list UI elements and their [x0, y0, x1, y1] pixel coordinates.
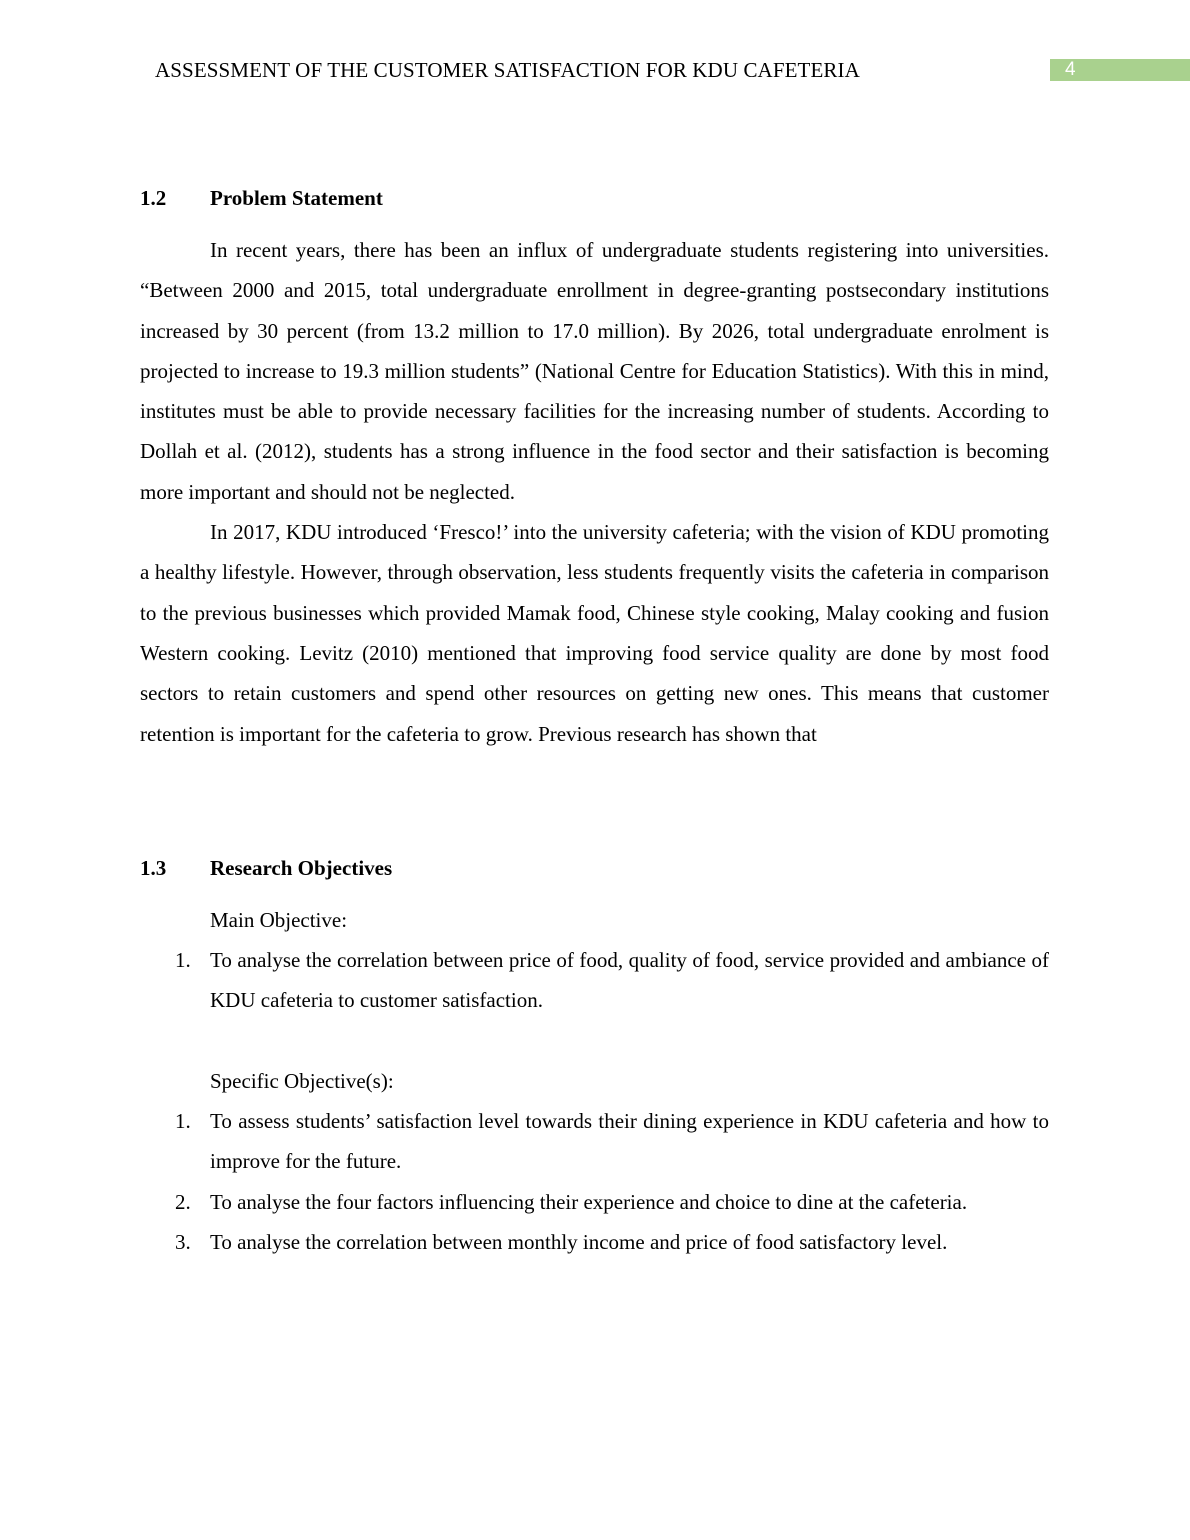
running-header-title: ASSESSMENT OF THE CUSTOMER SATISFACTION FOR KDU CAFETERIA — [155, 58, 860, 82]
section-number: 1.3 — [140, 855, 167, 880]
paragraph: In recent years, there has been an influx of undergraduate students registering into universities. “Between 2000 and 2015, total undergraduate enrollment in degree-granting postsecondary institutions increased by 30 percent (from 13.2 million to 17.0 million). By 2026, total undergraduate enrolment is projected to increase to 19.3 million students” (National Centre for Education Statistics). With this in mind, institutes must be able to provide necessary facilities for the increasing number of students. According to Dollah et al. (2012), students has a strong influence in the food sector and their satisfaction is becoming more important and should not be neglected. — [140, 238, 1049, 504]
page-number: 4 — [1065, 59, 1076, 80]
page-number-badge — [1050, 59, 1190, 81]
list-item-text: To assess students’ satisfaction level towards their dining experience in KDU cafeteria and how to improve for the future. — [210, 1109, 1049, 1174]
specific-objectives-label: Specific Objective(s): — [210, 1068, 394, 1093]
list-marker: 2. — [175, 1189, 191, 1214]
list-item-text: To analyse the correlation between monthly income and price of food satisfactory level. — [210, 1229, 948, 1254]
list-item — [140, 940, 1049, 1021]
list-marker: 1. — [175, 1109, 191, 1134]
section-heading-research-objectives — [140, 852, 1049, 884]
list-item-text: To analyse the correlation between price of food, quality of food, service provided and ambiance of KDU cafeteria to customer satisfaction. — [210, 948, 1049, 1013]
list-item — [140, 1222, 1049, 1262]
main-objective-label: Main Objective: — [210, 907, 348, 932]
list-item — [140, 1101, 1049, 1182]
list-item — [140, 1182, 1049, 1222]
section-title: Problem Statement — [210, 186, 383, 210]
specific-objectives-list — [140, 1101, 1049, 1262]
list-marker: 1. — [175, 948, 191, 973]
section-title: Research Objectives — [210, 855, 393, 880]
main-objective-list — [140, 940, 1049, 1021]
section-number: 1.2 — [140, 186, 167, 210]
section-heading-problem-statement — [140, 182, 1049, 214]
document-body — [140, 182, 1049, 1262]
paragraph: In 2017, KDU introduced ‘Fresco!’ into the university cafeteria; with the vision of KDU promoting a healthy lifestyle. However, through observation, less students frequently visits the cafeteria in comparison to the previous businesses which provided Mamak food, Chinese style cooking, Malay cooking and fusion Western cooking. Levitz (2010) mentioned that improving food service quality are done by most food sectors to retain customers and spend other resources on getting new ones. This means that customer retention is important for the cafeteria to grow. Previous research has shown that — [140, 520, 1049, 746]
list-item-text: To analyse the four factors influencing their experience and choice to dine at the cafeteria. — [210, 1189, 968, 1214]
list-marker: 3. — [175, 1229, 191, 1254]
